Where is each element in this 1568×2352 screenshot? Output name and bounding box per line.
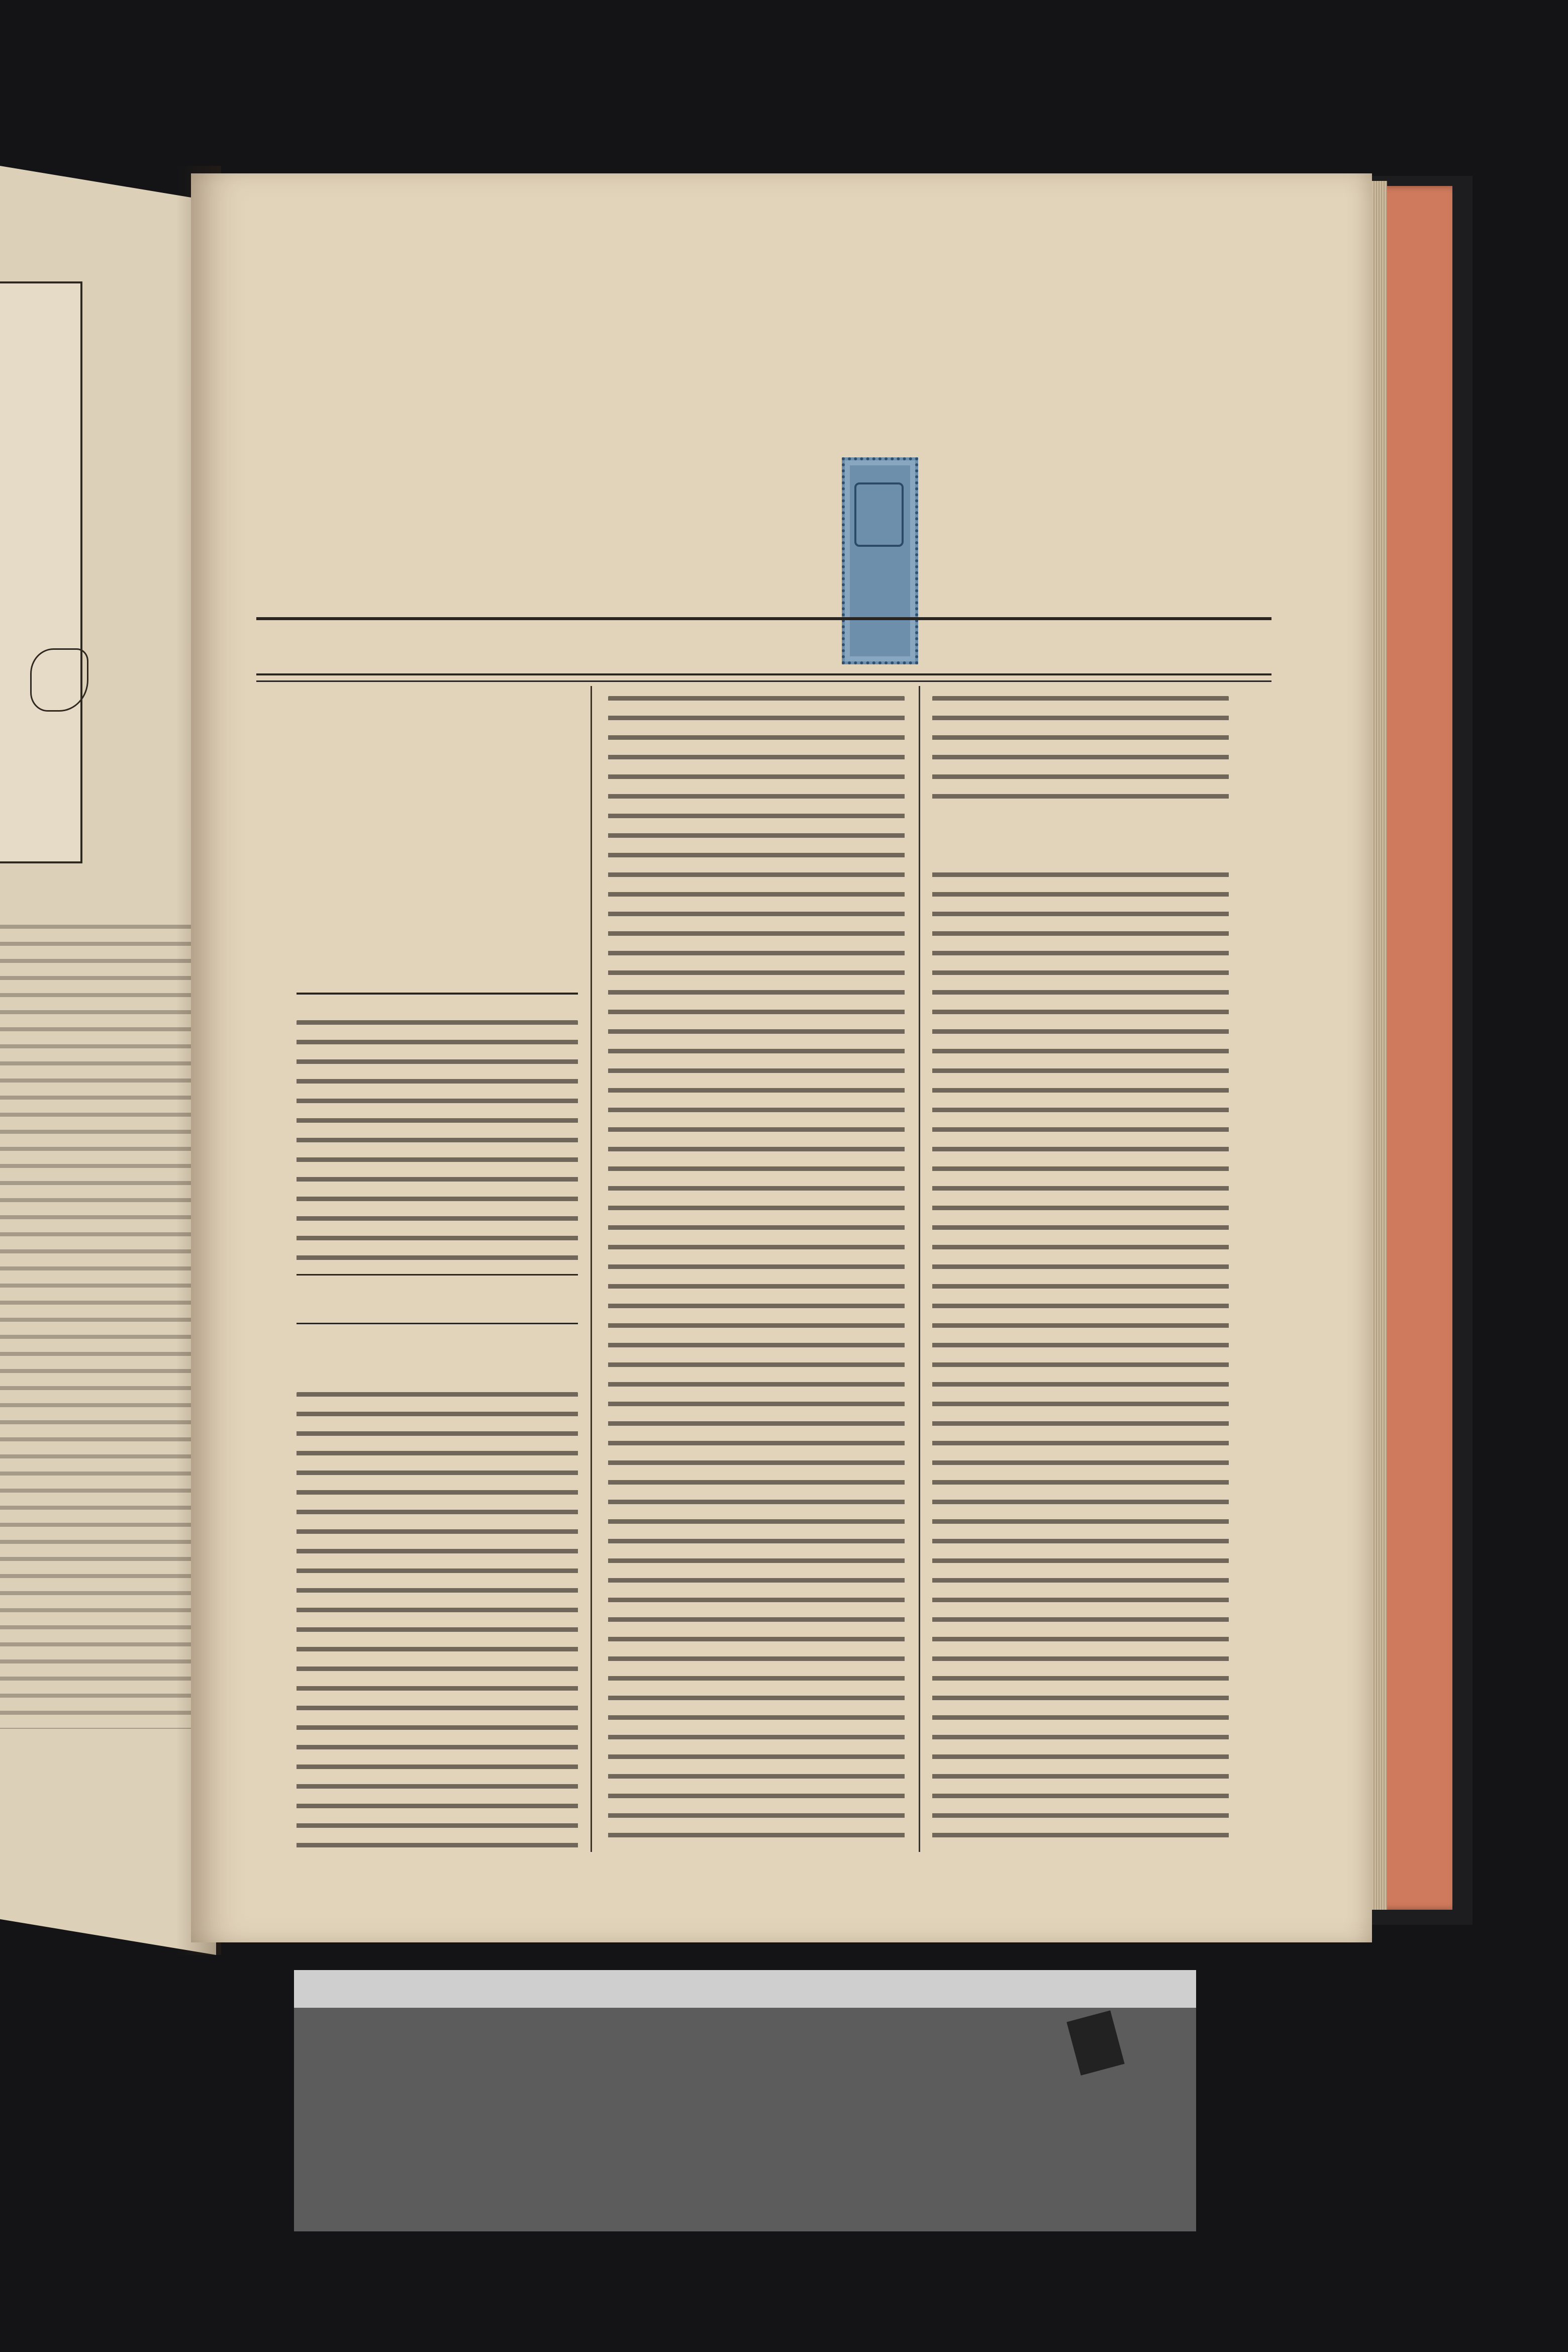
credits-rule	[297, 1323, 578, 1324]
article-body-col2	[608, 696, 905, 1847]
column-rule-1	[591, 686, 592, 1852]
article-body-col3	[932, 696, 1229, 1847]
left-page-map-shape	[30, 648, 88, 712]
toc-rule	[297, 993, 578, 995]
swatch-row-light	[294, 2086, 1196, 2159]
binding-red-cloth	[1377, 186, 1452, 1910]
left-page-text-lines	[0, 925, 206, 1729]
left-page-map-box	[0, 281, 82, 863]
stamp-emblem-icon	[854, 482, 904, 547]
article-title-gap	[932, 804, 1229, 864]
header-rule-bottom	[256, 673, 1271, 682]
notice-rule	[297, 1274, 578, 1276]
header-rule-top	[256, 617, 1271, 620]
article-body-col1	[297, 1392, 578, 1854]
swatch-row-dark	[294, 2159, 1196, 2231]
column-rule-2	[919, 686, 920, 1852]
notice-text-block	[297, 1020, 578, 1271]
ruler	[294, 1970, 1196, 2008]
